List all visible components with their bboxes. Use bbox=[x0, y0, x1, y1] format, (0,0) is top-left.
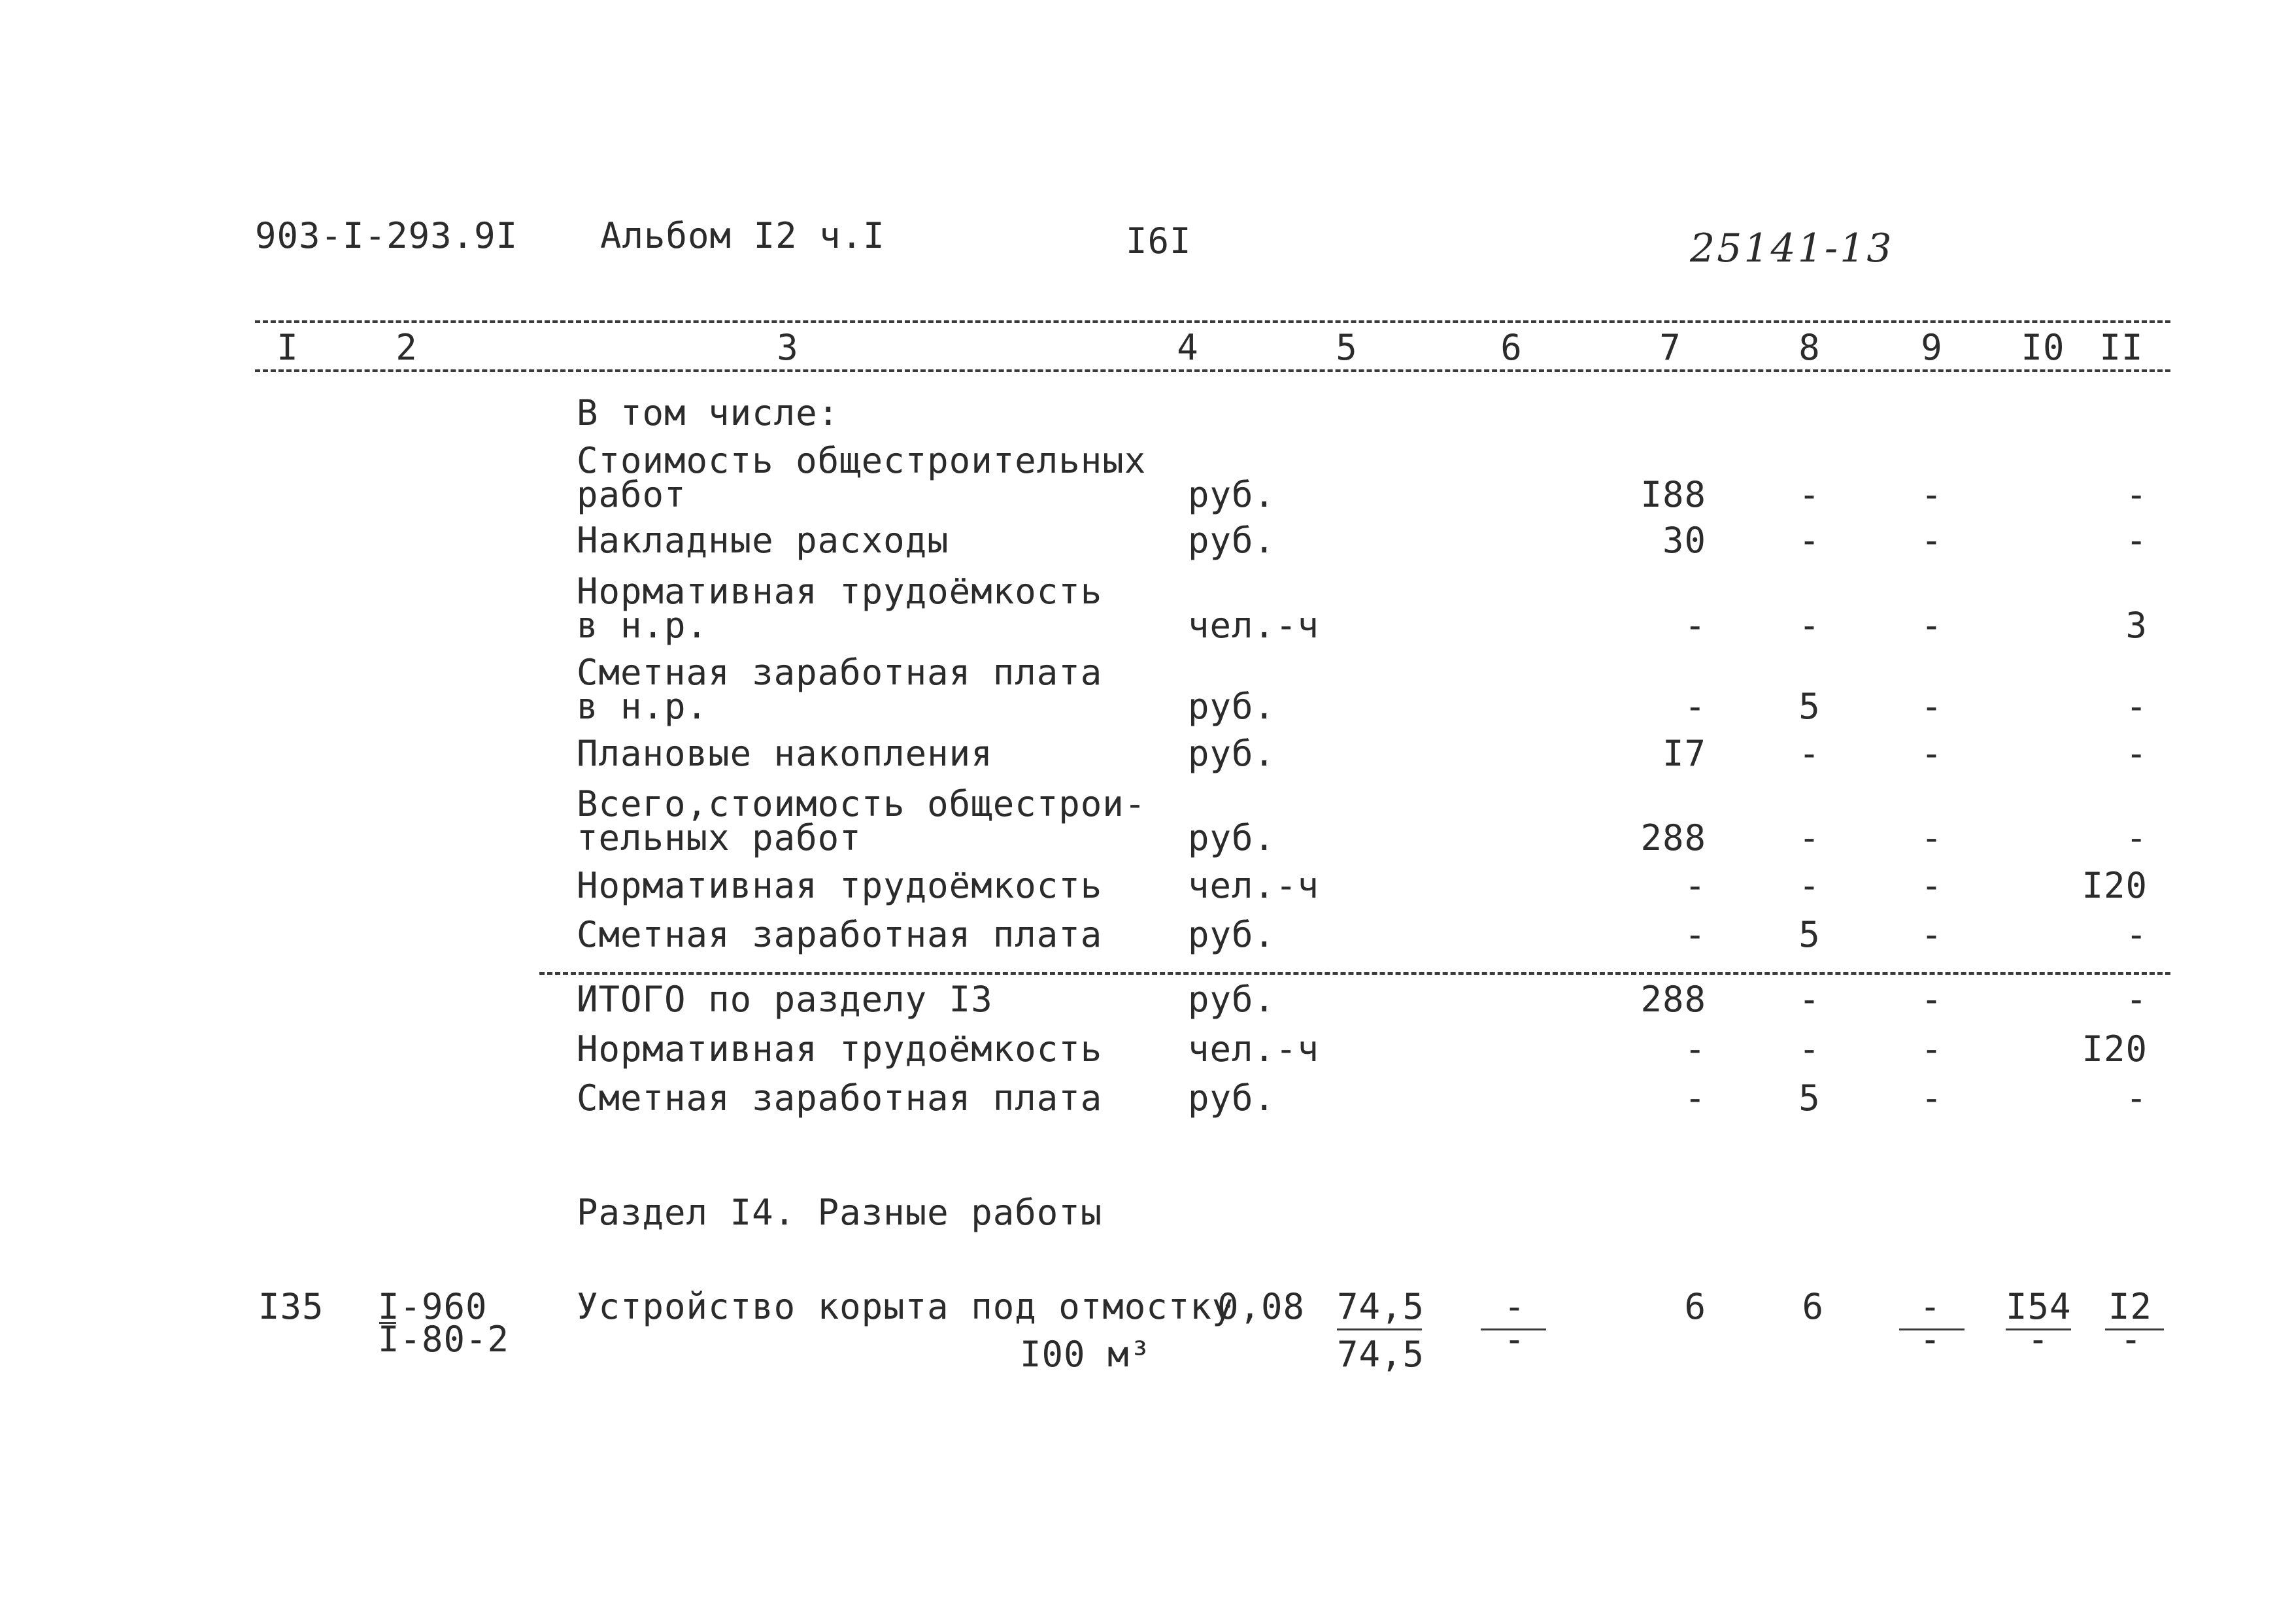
row-subtotal-8-col11: I20 bbox=[2082, 865, 2148, 906]
row-total-2-name-line-1: Нормативная трудоёмкость bbox=[577, 1028, 1103, 1070]
row-subtotal-7-col7: 288 bbox=[1640, 817, 1706, 858]
item-col9: - bbox=[1919, 1286, 1942, 1327]
item-col7: 6 bbox=[1684, 1286, 1706, 1327]
row-total-1-unit: руб. bbox=[1188, 979, 1276, 1020]
column-number-3: 3 bbox=[777, 327, 799, 368]
column-number-2: 2 bbox=[396, 327, 418, 368]
item-col8: 6 bbox=[1802, 1286, 1824, 1327]
column-number-6: 6 bbox=[1500, 327, 1523, 368]
totals-separator bbox=[539, 972, 2170, 975]
row-subtotal-2-col9: - bbox=[1921, 474, 1943, 515]
row-subtotal-7-name-line-1: Всего,стоимость общестрои- bbox=[577, 783, 1147, 824]
row-total-2-col8: - bbox=[1798, 1028, 1821, 1070]
item-col10-bottom: - bbox=[2027, 1319, 2049, 1360]
row-total-3-col9: - bbox=[1921, 1077, 1943, 1119]
item-quantity: 0,08 bbox=[1217, 1286, 1306, 1327]
item-price-bottom: 74,5 bbox=[1337, 1334, 1425, 1375]
row-subtotal-2-name-line-2: работ bbox=[577, 474, 686, 515]
row-total-3-col7: - bbox=[1684, 1077, 1706, 1119]
row-subtotal-8-col9: - bbox=[1921, 865, 1943, 906]
item-code-top: I-960 bbox=[378, 1286, 488, 1327]
row-subtotal-9-col9: - bbox=[1921, 914, 1943, 955]
row-subtotal-6-name-line-1: Плановые накопления bbox=[577, 733, 993, 774]
row-subtotal-6-col9: - bbox=[1921, 733, 1943, 774]
row-subtotal-3-col7: 30 bbox=[1662, 520, 1706, 561]
row-subtotal-6-col8: - bbox=[1798, 733, 1821, 774]
row-subtotal-2-unit: руб. bbox=[1188, 474, 1276, 515]
column-number-10: I0 bbox=[2021, 327, 2065, 368]
row-subtotal-9-col11: - bbox=[2125, 914, 2148, 955]
item-col6: - bbox=[1504, 1286, 1526, 1327]
row-subtotal-4-col8: - bbox=[1798, 605, 1821, 646]
item-code-bottom: I-80-2 bbox=[378, 1319, 510, 1360]
document-code: 903-I-293.9I bbox=[255, 215, 518, 256]
row-subtotal-5-name-line-1: Сметная заработная плата bbox=[577, 652, 1103, 693]
row-subtotal-9-col7: - bbox=[1684, 914, 1706, 955]
row-total-3-col11: - bbox=[2125, 1077, 2148, 1119]
row-total-1-name-line-1: ИТОГО по разделу I3 bbox=[577, 979, 993, 1020]
row-subtotal-5-col9: - bbox=[1921, 686, 1943, 727]
column-number-4: 4 bbox=[1177, 327, 1199, 368]
row-subtotal-7-name-line-2: тельных работ bbox=[577, 817, 862, 858]
item-col10: I54 bbox=[2006, 1286, 2072, 1327]
row-total-2-col9: - bbox=[1921, 1028, 1943, 1070]
row-total-3-unit: руб. bbox=[1188, 1077, 1276, 1119]
row-subtotal-8-name-line-1: Нормативная трудоёмкость bbox=[577, 865, 1103, 906]
row-subtotal-6-unit: руб. bbox=[1188, 733, 1276, 774]
row-subtotal-9-name-line-1: Сметная заработная плата bbox=[577, 914, 1103, 955]
row-subtotal-7-col11: - bbox=[2125, 817, 2148, 858]
row-total-3-name-line-1: Сметная заработная плата bbox=[577, 1077, 1103, 1119]
item-price-fraction-line bbox=[1337, 1328, 1422, 1330]
item-number: I35 bbox=[258, 1286, 324, 1327]
row-subtotal-7-unit: руб. bbox=[1188, 817, 1276, 858]
row-subtotal-3-col11: - bbox=[2125, 520, 2148, 561]
row-subtotal-7-col8: - bbox=[1798, 817, 1821, 858]
row-subtotal-4-col11: 3 bbox=[2125, 605, 2148, 646]
row-subtotal-8-unit: чел.-ч bbox=[1188, 865, 1320, 906]
row-subtotal-4-unit: чел.-ч bbox=[1188, 605, 1320, 646]
row-subtotal-5-col8: 5 bbox=[1798, 686, 1821, 727]
row-subtotal-8-col8: - bbox=[1798, 865, 1821, 906]
row-subtotal-6-col7: I7 bbox=[1662, 733, 1706, 774]
header-rule-bottom bbox=[255, 369, 2170, 372]
row-subtotal-9-unit: руб. bbox=[1188, 914, 1276, 955]
row-subtotal-5-unit: руб. bbox=[1188, 686, 1276, 727]
row-total-2-unit: чел.-ч bbox=[1188, 1028, 1320, 1070]
row-subtotal-5-col7: - bbox=[1684, 686, 1706, 727]
item-col11-bottom: - bbox=[2120, 1319, 2142, 1360]
row-subtotal-8-col7: - bbox=[1684, 865, 1706, 906]
row-total-1-col7: 288 bbox=[1640, 979, 1706, 1020]
item-col11: I2 bbox=[2108, 1286, 2153, 1327]
row-subtotal-4-col7: - bbox=[1684, 605, 1706, 646]
item-col9-bottom: - bbox=[1919, 1319, 1942, 1360]
row-subtotal-3-name-line-1: Накладные расходы bbox=[577, 520, 949, 561]
row-total-2-col7: - bbox=[1684, 1028, 1706, 1070]
row-subtotal-3-col9: - bbox=[1921, 520, 1943, 561]
row-subtotal-1-name-line-1: В том числе: bbox=[577, 392, 840, 433]
section-title: Раздел I4. Разные работы bbox=[577, 1192, 1103, 1233]
row-subtotal-2-col7: I88 bbox=[1640, 474, 1706, 515]
row-subtotal-9-col8: 5 bbox=[1798, 914, 1821, 955]
item-col6-bottom: - bbox=[1504, 1319, 1526, 1360]
row-subtotal-4-col9: - bbox=[1921, 605, 1943, 646]
column-number-9: 9 bbox=[1921, 327, 1943, 368]
item-unit: I00 м³ bbox=[1020, 1334, 1152, 1375]
header-rule-top bbox=[255, 320, 2170, 323]
page-number: I6I bbox=[1126, 220, 1192, 262]
row-subtotal-5-col11: - bbox=[2125, 686, 2148, 727]
row-subtotal-2-col11: - bbox=[2125, 474, 2148, 515]
row-total-2-col11: I20 bbox=[2082, 1028, 2148, 1070]
row-subtotal-6-col11: - bbox=[2125, 733, 2148, 774]
row-total-1-col8: - bbox=[1798, 979, 1821, 1020]
handwritten-number: 25141-13 bbox=[1690, 226, 1894, 271]
row-subtotal-4-name-line-1: Нормативная трудоёмкость bbox=[577, 571, 1103, 612]
column-number-5: 5 bbox=[1336, 327, 1358, 368]
item-name: Устройство корыта под отмостку bbox=[577, 1286, 1234, 1327]
row-subtotal-7-col9: - bbox=[1921, 817, 1943, 858]
row-subtotal-3-unit: руб. bbox=[1188, 520, 1276, 561]
column-number-7: 7 bbox=[1659, 327, 1681, 368]
item-price-top: 74,5 bbox=[1337, 1286, 1425, 1327]
column-number-8: 8 bbox=[1798, 327, 1821, 368]
row-subtotal-3-col8: - bbox=[1798, 520, 1821, 561]
row-subtotal-2-name-line-1: Стоимость общестроительных bbox=[577, 440, 1147, 481]
album-label: Альбом I2 ч.I bbox=[600, 215, 885, 256]
row-total-1-col11: - bbox=[2125, 979, 2148, 1020]
row-subtotal-4-name-line-2: в н.р. bbox=[577, 605, 709, 646]
row-total-3-col8: 5 bbox=[1798, 1077, 1821, 1119]
column-number-1: I bbox=[277, 327, 299, 368]
column-number-11: II bbox=[2099, 327, 2144, 368]
row-total-1-col9: - bbox=[1921, 979, 1943, 1020]
row-subtotal-2-col8: - bbox=[1798, 474, 1821, 515]
row-subtotal-5-name-line-2: в н.р. bbox=[577, 686, 709, 727]
